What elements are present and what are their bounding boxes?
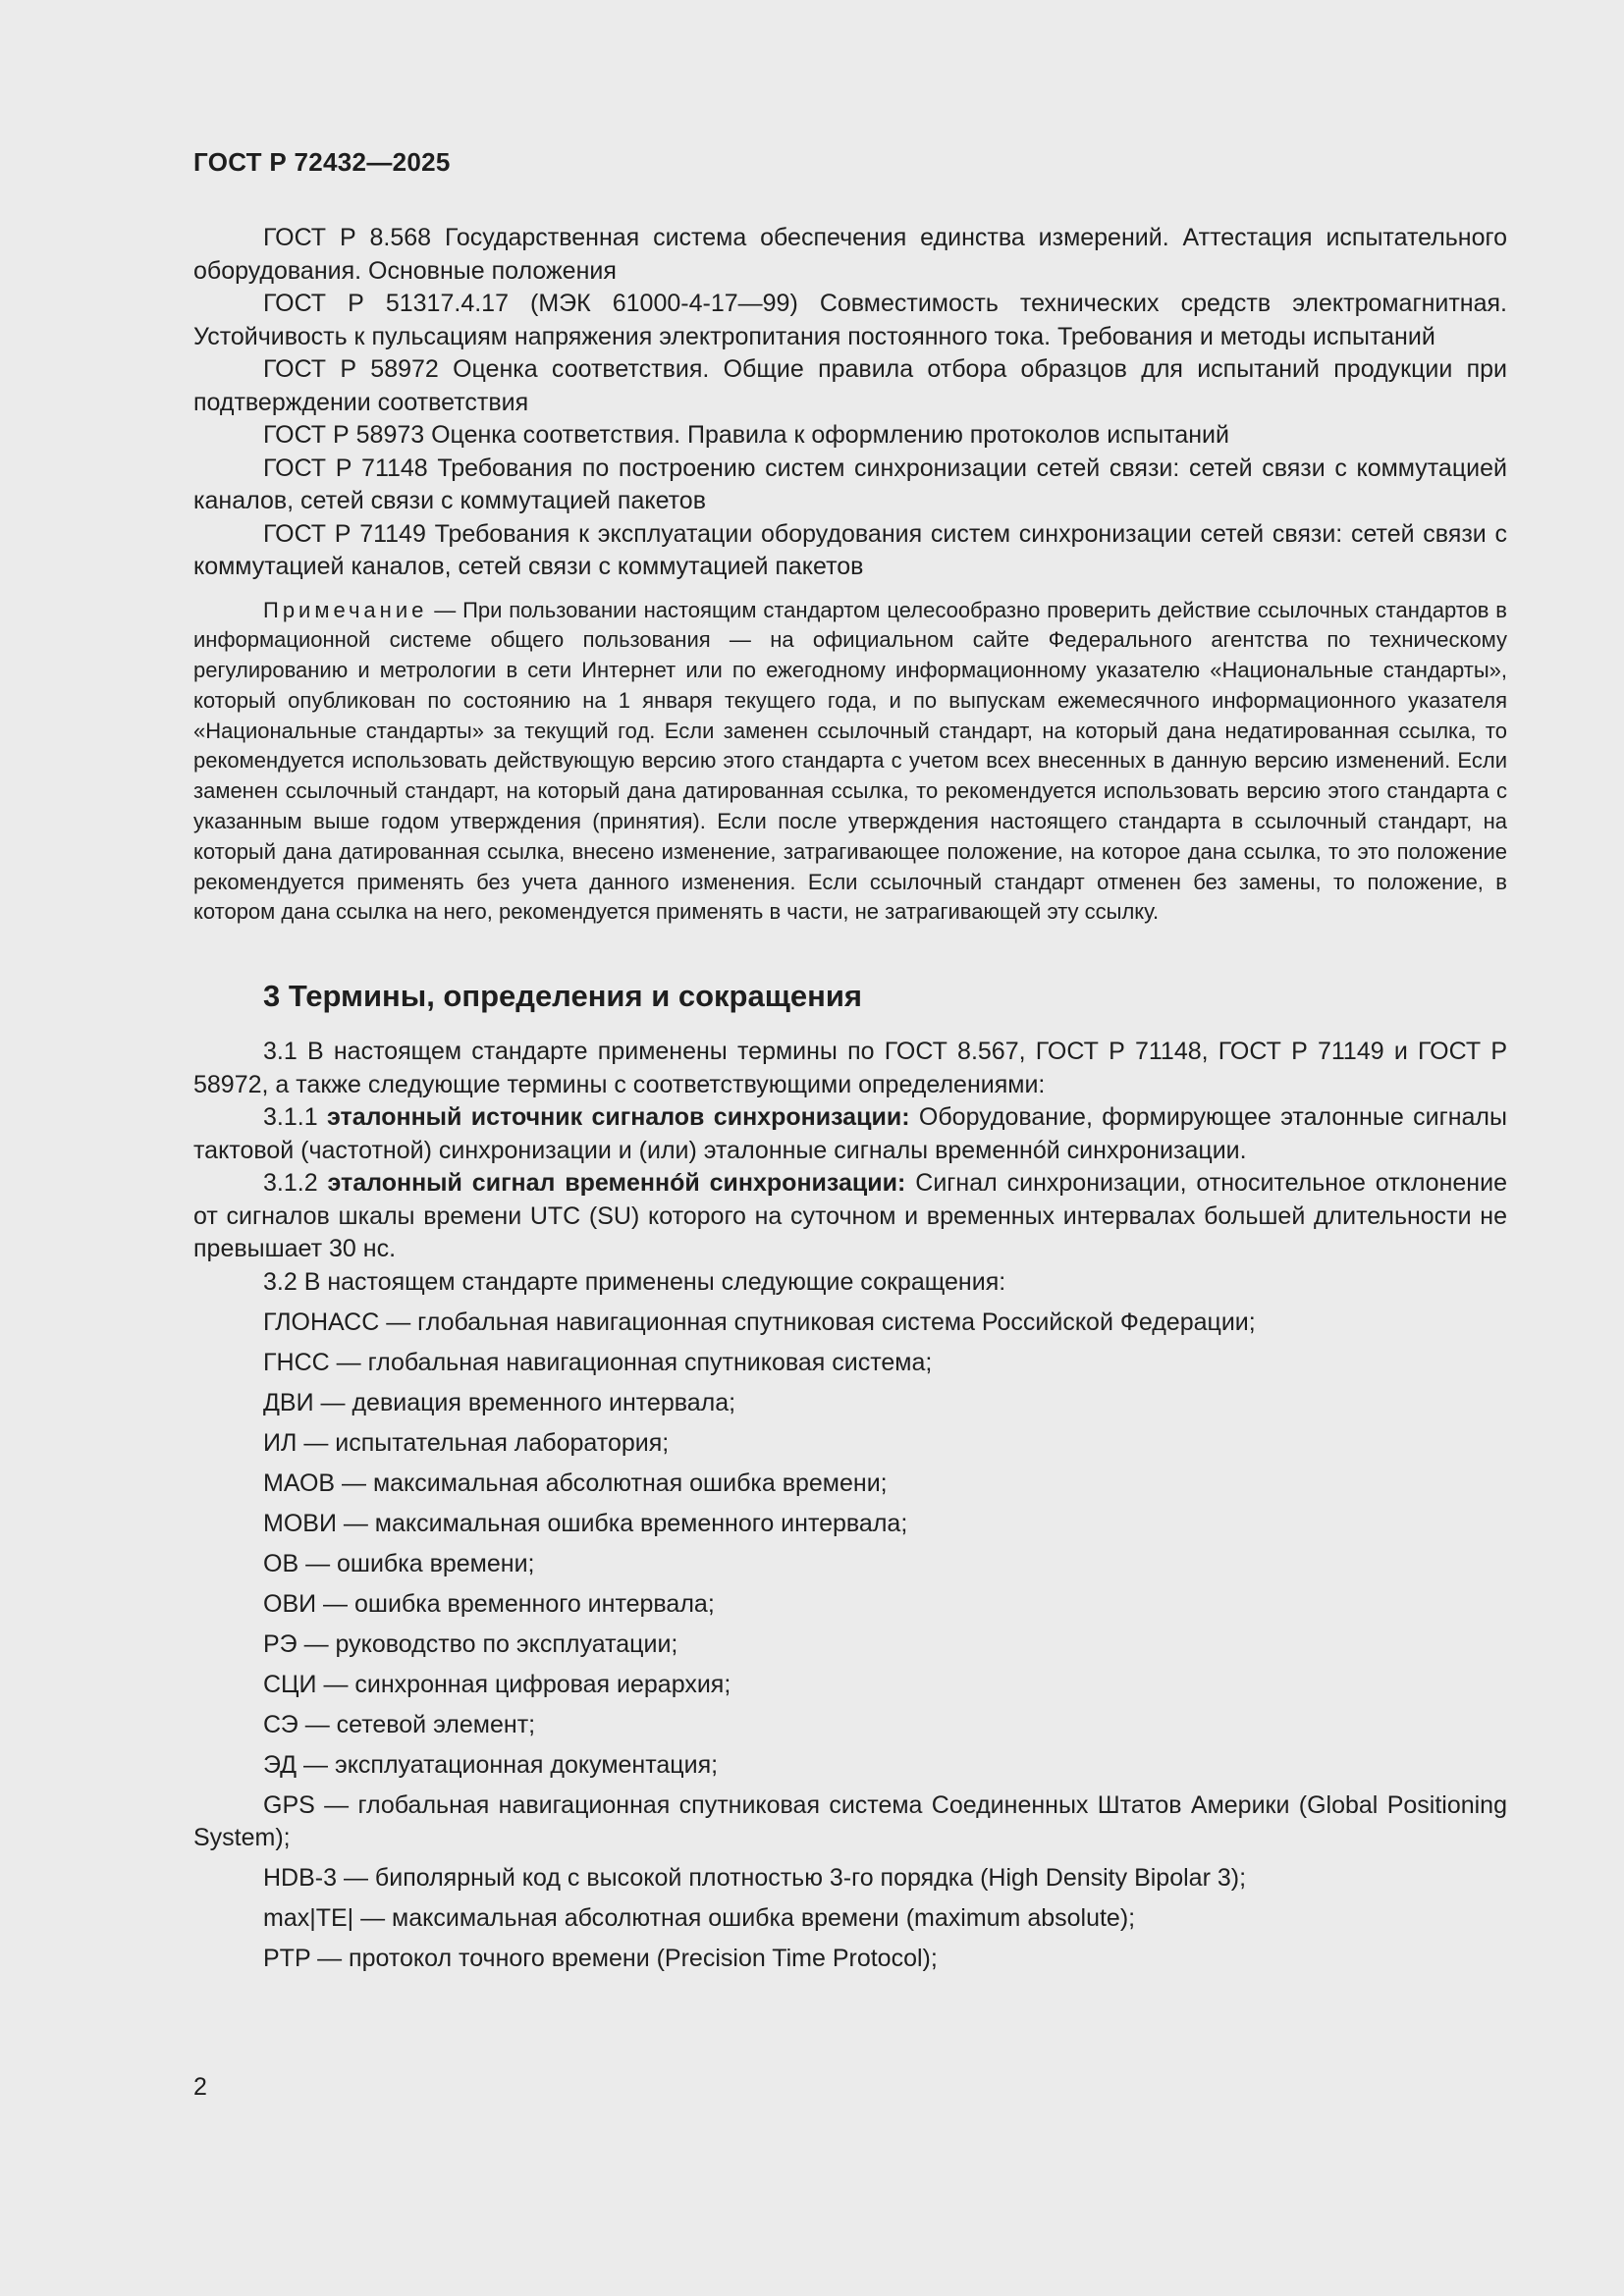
clause-number: 3.1.1 [263,1103,328,1132]
abbreviation-item: ОВИ — ошибка временного интервала; [263,1589,715,1618]
reference-item: ГОСТ Р 71148 Требования по построению систем синхронизации сетей связи: сетей связи с коммутацией каналов, сетей связи с коммутацией пакетов [193,454,1507,514]
abbreviation-item: ИЛ — испытательная лаборатория; [263,1428,670,1457]
abbreviation-item: PTP — протокол точного времени (Precision Time Protocol); [263,1945,938,1973]
abbreviation-item: GPS — глобальная навигационная спутниковая система Соединенных Штатов Америки (Global Positioning System); [193,1790,1507,1852]
abbreviation-item: ОВ — ошибка времени; [263,1549,535,1577]
abbreviation-item: РЭ — руководство по эксплуатации; [263,1629,678,1658]
reference-item: ГОСТ Р 58972 Оценка соответствия. Общие правила отбора образцов для испытаний продукции при подтверждении соответствия [193,355,1507,416]
abbreviation-item: HDB-3 — биполярный код с высокой плотностью 3-го порядка (High Density Bipolar 3); [263,1864,1247,1893]
definition: Оборудование, формирующее эталонные сигналы тактовой (частотной) синхронизации и (или) эталонные сигналы временнóй синхронизации. [193,1103,1507,1164]
document-header: ГОСТ Р 72432—2025 [193,147,451,177]
clause-number: 3.1.2 [263,1169,328,1198]
section-heading: 3 Термины, определения и сокращения [263,979,862,1014]
page-number: 2 [193,2073,207,2101]
abbreviation-item: СЦИ — синхронная цифровая иерархия; [263,1670,731,1698]
term: эталонный сигнал временнóй синхронизации: [327,1169,906,1198]
note-paragraph [193,596,1507,929]
abbreviation-item: МОВИ — максимальная ошибка временного интервала; [263,1509,908,1537]
note-text: — При пользовании настоящим стандартом целесообразно проверить действие ссылочных стандартов в информационной системе общего пользования — на официальном сайте Федерального агентства по техническому регулированию и метрологии в сети Интернет или по ежегодному информационному указателю «Национальные стандарты», который опубликован по состоянию на 1 января текущего года, и по выпускам ежемесячного информационного указателя «Национальные стандарты» за текущий год. Если заменен ссылочный стандарт, на который дана недатированная ссылка, то рекомендуется использовать действующую версию этого стандарта с учетом всех внесенных в данную версию изменений. Если заменен ссылочный стандарт, на который дана датированная ссылка, то рекомендуется использовать версию этого стандарта с указанным выше годом утверждения (принятия). Если после утверждения настоящего стандарта в ссылочный стандарт, на который дана датированная ссылка, внесено изменение, затрагивающее положение, на которое дана ссылка, то это положение рекомендуется применять без учета данного изменения. Если ссылочный стандарт отменен без замены, то положение, в котором дана ссылка на него, рекомендуется применять в части, не затрагивающей эту ссылку. [193,597,1507,925]
reference-item: ГОСТ Р 71149 Требования к эксплуатации оборудования систем синхронизации сетей связи: сетей связи с коммутацией каналов, сетей связи с коммутацией пакетов [193,519,1507,580]
term: эталонный источник сигналов синхронизации: [327,1103,910,1132]
abbreviation-item: max|TE| — максимальная абсолютная ошибка времени (maximum absolute); [263,1904,1136,1933]
abbreviation-item: ДВИ — девиация временного интервала; [263,1388,736,1416]
clause-3-1: 3.1 В настоящем стандарте применены термины по ГОСТ 8.567, ГОСТ Р 71148, ГОСТ Р 71149 и ГОСТ Р 58972, а также следующие термины с соответствующими определениями: [193,1038,1507,1098]
reference-item: ГОСТ Р 51317.4.17 (МЭК 61000-4-17—99) Совместимость технических средств электромагнитная. Устойчивость к пульсациям напряжения электропитания постоянного тока. Требования и методы испытаний [193,290,1507,350]
abbreviation-item: ГНСС — глобальная навигационная спутниковая система; [263,1348,933,1376]
abbreviation-item: ГЛОНАСС — глобальная навигационная спутниковая система Российской Федерации; [263,1308,1256,1336]
clause-3-2: 3.2 В настоящем стандарте применены следующие сокращения: [263,1267,1006,1296]
document-body [193,222,1507,1976]
reference-item: ГОСТ Р 8.568 Государственная система обеспечения единства измерений. Аттестация испытательного оборудования. Основные положения [193,224,1507,285]
definition: Сигнал синхронизации, относительное отклонение от сигналов шкалы времени UTC (SU) которого на суточном и временных интервалах большей длительности не превышает 30 нс. [193,1169,1507,1263]
abbreviation-item: СЭ — сетевой элемент; [263,1710,536,1738]
clause-3-1-2 [193,1167,1507,1266]
clause-3-1-1 [193,1101,1507,1167]
note-label: Примечание [263,597,428,622]
abbreviation-list [193,1307,1507,1976]
abbreviation-item: МАОВ — максимальная абсолютная ошибка времени; [263,1468,888,1497]
abbreviation-item: ЭД — эксплуатационная документация; [263,1750,719,1779]
reference-item: ГОСТ Р 58973 Оценка соответствия. Правила к оформлению протоколов испытаний [263,421,1229,449]
